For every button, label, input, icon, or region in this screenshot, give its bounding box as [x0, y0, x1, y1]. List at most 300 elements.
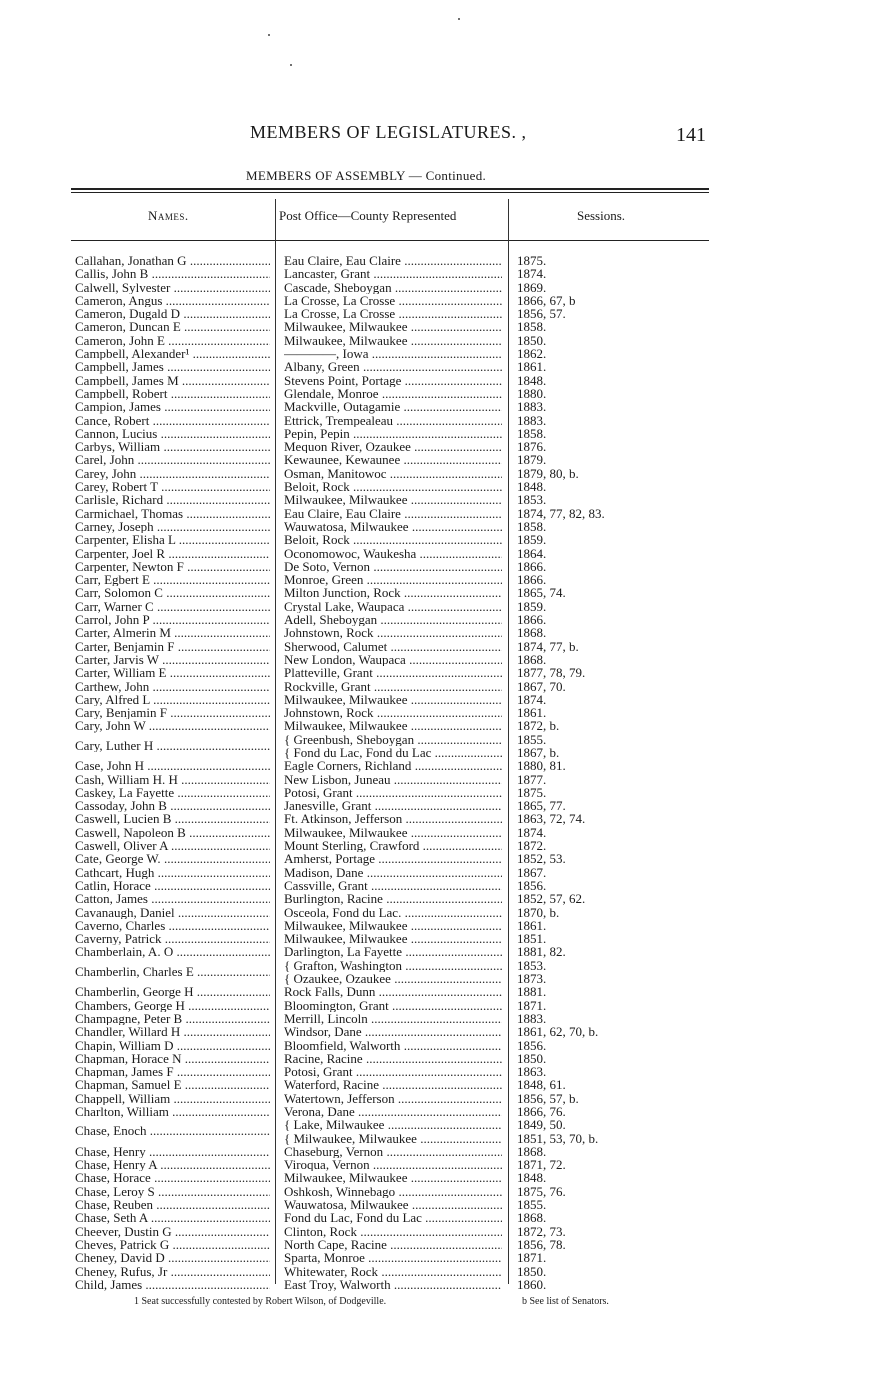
member-name: Chamberlin, Charles E .....	[75, 965, 270, 978]
session-years: 1866, 67, b	[517, 292, 576, 308]
member-name: Chase, Henry A .....	[75, 1158, 270, 1171]
member-sessions	[517, 294, 707, 307]
member-name: Chamberlin, George H .....	[75, 985, 270, 998]
table-row	[75, 400, 715, 413]
post-office-line: Clinton, Rock .....	[284, 1225, 502, 1238]
member-name: Cheney, David D .....	[75, 1251, 270, 1264]
member-post-office	[284, 374, 502, 387]
table-row	[75, 959, 715, 986]
post-office-line: Janesville, Grant .....	[284, 799, 502, 812]
member-name: Case, John H .....	[75, 759, 270, 772]
table-row	[75, 866, 715, 879]
table-row	[75, 852, 715, 865]
session-years: 1868.	[517, 651, 547, 667]
session-years: 1859.	[517, 598, 547, 614]
post-office-line: East Troy, Walworth .....	[284, 1278, 502, 1291]
member-sessions	[517, 1238, 707, 1251]
member-name: Carpenter, Joel R .....	[75, 547, 270, 560]
member-sessions	[517, 507, 707, 520]
member-sessions	[517, 1118, 707, 1145]
table-row	[75, 387, 715, 400]
footnote-contested-seat: 1 Seat successfully contested by Robert Wilson, of Dodgeville.	[134, 1296, 387, 1307]
table-row	[75, 1039, 715, 1052]
member-name: Cary, John W .....	[75, 719, 270, 732]
member-post-office	[284, 640, 502, 653]
member-post-office	[284, 706, 502, 719]
post-office-line: North Cape, Racine .....	[284, 1238, 502, 1251]
member-post-office	[284, 453, 502, 466]
table-row	[75, 693, 715, 706]
post-office-line: { Milwaukee, Milwaukee .....	[284, 1132, 502, 1145]
member-name: Cameron, Angus .....	[75, 294, 270, 307]
member-sessions	[517, 374, 707, 387]
member-sessions	[517, 653, 707, 666]
member-post-office	[284, 906, 502, 919]
member-name: Chase, Henry .....	[75, 1145, 270, 1158]
table-row	[75, 1012, 715, 1025]
member-post-office	[284, 653, 502, 666]
table-row	[75, 613, 715, 626]
post-office-line: Fond du Lac, Fond du Lac .....	[284, 1211, 502, 1224]
session-years: 1853.	[517, 957, 547, 973]
member-post-office	[284, 985, 502, 998]
post-office-line: Pepin, Pepin .....	[284, 427, 502, 440]
member-sessions	[517, 387, 707, 400]
member-name: Carlisle, Richard .....	[75, 493, 270, 506]
member-post-office	[284, 839, 502, 852]
session-years: 1851.	[517, 931, 547, 947]
session-years: 1866.	[517, 572, 547, 588]
paper-speck	[458, 18, 460, 20]
member-post-office	[284, 440, 502, 453]
session-years: 1871.	[517, 1250, 547, 1266]
member-name: Carr, Solomon C .....	[75, 586, 270, 599]
post-office-line: Milwaukee, Milwaukee .....	[284, 919, 502, 932]
session-years: 1871.	[517, 997, 547, 1013]
post-office-line: Adell, Sheboygan .....	[284, 613, 502, 626]
table-row	[75, 932, 715, 945]
session-years: 1856, 78.	[517, 1236, 566, 1252]
member-sessions	[517, 427, 707, 440]
member-post-office	[284, 281, 502, 294]
table-row	[75, 547, 715, 560]
post-office-line: Chaseburg, Vernon .....	[284, 1145, 502, 1158]
member-sessions	[517, 932, 707, 945]
table-row	[75, 320, 715, 333]
table-row	[75, 507, 715, 520]
member-post-office	[284, 1092, 502, 1105]
member-post-office	[284, 267, 502, 280]
page-number: 141	[676, 124, 706, 146]
member-post-office	[284, 719, 502, 732]
post-office-line: Beloit, Rock .....	[284, 480, 502, 493]
table-row	[75, 414, 715, 427]
paper-speck	[290, 64, 292, 66]
post-office-line: { Greenbush, Sheboygan .....	[284, 733, 502, 746]
member-post-office	[284, 680, 502, 693]
table-row	[75, 347, 715, 360]
session-years: 1868.	[517, 1143, 547, 1159]
session-years: 1850.	[517, 332, 547, 348]
member-sessions	[517, 1012, 707, 1025]
session-years: 1874, 77, b.	[517, 638, 579, 654]
table-row	[75, 626, 715, 639]
table-row	[75, 281, 715, 294]
member-post-office	[284, 1145, 502, 1158]
session-years: 1848.	[517, 372, 547, 388]
member-sessions	[517, 1039, 707, 1052]
member-sessions	[517, 719, 707, 732]
member-name: Cary, Benjamin F .....	[75, 706, 270, 719]
member-name: Chase, Horace .....	[75, 1171, 270, 1184]
member-sessions	[517, 1158, 707, 1171]
table-row	[75, 945, 715, 958]
member-post-office	[284, 1065, 502, 1078]
post-office-line: Racine, Racine .....	[284, 1052, 502, 1065]
member-name: Chase, Seth A .....	[75, 1211, 270, 1224]
page-subtitle: MEMBERS OF ASSEMBLY — Continued.	[246, 168, 487, 183]
session-years: 1880.	[517, 385, 547, 401]
post-office-line: Oconomowoc, Waukesha .....	[284, 547, 502, 560]
member-sessions	[517, 640, 707, 653]
member-name: Cameron, John E .....	[75, 334, 270, 347]
member-sessions	[517, 360, 707, 373]
table-row	[75, 493, 715, 506]
member-sessions	[517, 959, 707, 986]
table-row	[75, 759, 715, 772]
table-row	[75, 826, 715, 839]
session-years: 1879.	[517, 452, 547, 468]
post-office-line: Platteville, Grant .....	[284, 666, 502, 679]
member-post-office	[284, 307, 502, 320]
session-years: 1881.	[517, 984, 547, 1000]
session-years: 1849, 50.	[517, 1117, 566, 1133]
member-post-office	[284, 1105, 502, 1118]
session-years: 1868.	[517, 1210, 547, 1226]
post-office-line: Windsor, Dane .....	[284, 1025, 502, 1038]
post-office-line: De Soto, Vernon .....	[284, 560, 502, 573]
member-name: Carter, William E .....	[75, 666, 270, 679]
member-name: Cathcart, Hugh .....	[75, 866, 270, 879]
session-years: 1863, 72, 74.	[517, 811, 586, 827]
session-years: 1875.	[517, 253, 547, 268]
post-office-line: Osman, Manitowoc .....	[284, 467, 502, 480]
member-sessions	[517, 626, 707, 639]
post-office-line: Bloomfield, Walworth .....	[284, 1039, 502, 1052]
member-name: Carter, Benjamin F .....	[75, 640, 270, 653]
post-office-line: La Crosse, La Crosse .....	[284, 294, 502, 307]
post-office-line: Potosi, Grant .....	[284, 1065, 502, 1078]
member-post-office	[284, 254, 502, 267]
post-office-line: Milwaukee, Milwaukee .....	[284, 493, 502, 506]
table-row	[75, 812, 715, 825]
member-post-office	[284, 507, 502, 520]
table-row	[75, 1238, 715, 1251]
member-sessions	[517, 1225, 707, 1238]
member-sessions	[517, 613, 707, 626]
table-row	[75, 892, 715, 905]
session-years: 1876.	[517, 439, 547, 455]
table-row	[75, 786, 715, 799]
post-office-line: Verona, Dane .....	[284, 1105, 502, 1118]
member-post-office	[284, 1171, 502, 1184]
table-row	[75, 267, 715, 280]
member-name: Champagne, Peter B .....	[75, 1012, 270, 1025]
session-years: 1851, 53, 70, b.	[517, 1130, 599, 1146]
member-name: Chase, Reuben .....	[75, 1198, 270, 1211]
post-office-line: Cascade, Sheboygan .....	[284, 281, 502, 294]
member-sessions	[517, 347, 707, 360]
member-post-office	[284, 666, 502, 679]
member-post-office	[284, 334, 502, 347]
session-years: 1867, b.	[517, 744, 560, 760]
session-years: 1880, 81.	[517, 758, 566, 774]
member-name: Caverno, Charles .....	[75, 919, 270, 932]
session-years: 1866.	[517, 612, 547, 628]
double-rule-top	[71, 188, 709, 190]
post-office-line: Whitewater, Rock .....	[284, 1265, 502, 1278]
member-post-office	[284, 400, 502, 413]
table-row	[75, 440, 715, 453]
post-office-line: Albany, Green .....	[284, 360, 502, 373]
post-office-line: Milwaukee, Milwaukee .....	[284, 932, 502, 945]
table-row	[75, 480, 715, 493]
session-years: 1855.	[517, 1197, 547, 1213]
session-years: 1868.	[517, 625, 547, 641]
post-office-line: La Crosse, La Crosse .....	[284, 307, 502, 320]
member-sessions	[517, 866, 707, 879]
post-office-line: Merrill, Lincoln .....	[284, 1012, 502, 1025]
post-office-line: Cassville, Grant .....	[284, 879, 502, 892]
table-row	[75, 254, 715, 267]
table-row	[75, 1185, 715, 1198]
member-post-office	[284, 320, 502, 333]
member-sessions	[517, 1078, 707, 1091]
member-sessions	[517, 400, 707, 413]
column-header-post-office: Post Office—County Represented	[279, 208, 457, 223]
member-name: Chase, Enoch .....	[75, 1124, 270, 1137]
member-sessions	[517, 786, 707, 799]
session-years: 1860.	[517, 1276, 547, 1292]
member-post-office	[284, 1012, 502, 1025]
member-sessions	[517, 999, 707, 1012]
post-office-line: Beloit, Rock .....	[284, 533, 502, 546]
double-rule-bottom	[71, 192, 709, 193]
table-row	[75, 733, 715, 760]
table-row	[75, 653, 715, 666]
session-years: 1867, 70.	[517, 678, 566, 694]
post-office-line: { Lake, Milwaukee .....	[284, 1118, 502, 1131]
member-name: Carpenter, Newton F .....	[75, 560, 270, 573]
member-post-office	[284, 414, 502, 427]
post-office-line: Watertown, Jefferson .....	[284, 1092, 502, 1105]
session-years: 1861.	[517, 917, 547, 933]
member-post-office	[284, 480, 502, 493]
column-header-sessions: Sessions.	[577, 208, 626, 223]
member-name: Carmichael, Thomas .....	[75, 507, 270, 520]
table-row	[75, 1065, 715, 1078]
table-row	[75, 1025, 715, 1038]
post-office-line: Ettrick, Trempealeau .....	[284, 414, 502, 427]
session-years: 1852, 53.	[517, 851, 566, 867]
session-years: 1858.	[517, 518, 547, 534]
member-name: Carter, Jarvis W .....	[75, 653, 270, 666]
member-name: Cary, Luther H .....	[75, 739, 270, 752]
session-years: 1865, 77.	[517, 798, 566, 814]
member-post-office	[284, 573, 502, 586]
member-sessions	[517, 1052, 707, 1065]
session-years: 1879, 80, b.	[517, 465, 579, 481]
member-post-office	[284, 959, 502, 986]
table-row	[75, 1105, 715, 1118]
post-office-line: Darlington, La Fayette .....	[284, 945, 502, 958]
member-name: Carey, Robert T .....	[75, 480, 270, 493]
member-sessions	[517, 1105, 707, 1118]
member-sessions	[517, 1185, 707, 1198]
member-post-office	[284, 1225, 502, 1238]
table-row	[75, 985, 715, 998]
member-sessions	[517, 520, 707, 533]
member-post-office	[284, 892, 502, 905]
member-sessions	[517, 1211, 707, 1224]
member-name: Carpenter, Elisha L .....	[75, 533, 270, 546]
post-office-line: Milton Junction, Rock .....	[284, 586, 502, 599]
session-years: 1872, b.	[517, 718, 560, 734]
member-sessions	[517, 453, 707, 466]
table-row	[75, 427, 715, 440]
post-office-line: Lancaster, Grant .....	[284, 267, 502, 280]
member-post-office	[284, 693, 502, 706]
table-row	[75, 1251, 715, 1264]
session-years: 1874.	[517, 266, 547, 282]
member-name: Catlin, Horace .....	[75, 879, 270, 892]
member-sessions	[517, 852, 707, 865]
session-years: 1877, 78, 79.	[517, 665, 586, 681]
post-office-line: Burlington, Racine .....	[284, 892, 502, 905]
session-years: 1873.	[517, 971, 547, 987]
member-name: Chandler, Willard H .....	[75, 1025, 270, 1038]
member-name: Carney, Joseph .....	[75, 520, 270, 533]
post-office-line: Milwaukee, Milwaukee .....	[284, 719, 502, 732]
member-post-office	[284, 1025, 502, 1038]
session-years: 1858.	[517, 319, 547, 335]
session-years: 1861.	[517, 705, 547, 721]
member-name: Catton, James .....	[75, 892, 270, 905]
table-row	[75, 1198, 715, 1211]
member-post-office	[284, 360, 502, 373]
member-post-office	[284, 1265, 502, 1278]
table-row	[75, 307, 715, 320]
table-row	[75, 1092, 715, 1105]
member-name: Callis, John B .....	[75, 267, 270, 280]
member-sessions	[517, 839, 707, 852]
member-name: Carr, Warner C .....	[75, 600, 270, 613]
member-sessions	[517, 680, 707, 693]
post-office-line: Kewaunee, Kewaunee .....	[284, 453, 502, 466]
session-years: 1863.	[517, 1064, 547, 1080]
table-row	[75, 1278, 715, 1291]
table-row	[75, 719, 715, 732]
session-years: 1848.	[517, 1170, 547, 1186]
member-name: Caswell, Napoleon B .....	[75, 826, 270, 839]
session-years: 1872.	[517, 838, 547, 854]
member-post-office	[284, 613, 502, 626]
session-years: 1859.	[517, 532, 547, 548]
table-row	[75, 334, 715, 347]
member-name: Callahan, Jonathan G .....	[75, 254, 270, 267]
member-sessions	[517, 1065, 707, 1078]
member-name: Calwell, Sylvester .....	[75, 281, 270, 294]
member-name: Carey, John .....	[75, 467, 270, 480]
member-post-office	[284, 533, 502, 546]
post-office-line: Eau Claire, Eau Claire .....	[284, 507, 502, 520]
member-sessions	[517, 533, 707, 546]
post-office-line: Madison, Dane .....	[284, 866, 502, 879]
table-row	[75, 294, 715, 307]
session-years: 1856, 57, b.	[517, 1090, 579, 1106]
member-post-office	[284, 626, 502, 639]
member-sessions	[517, 1278, 707, 1291]
table-row	[75, 666, 715, 679]
member-name: Campbell, Alexander¹ .....	[75, 347, 270, 360]
member-sessions	[517, 1171, 707, 1184]
post-office-line: New Lisbon, Juneau .....	[284, 773, 502, 786]
post-office-line: Rockville, Grant .....	[284, 680, 502, 693]
session-years: 1853.	[517, 492, 547, 508]
member-name: Caverny, Patrick .....	[75, 932, 270, 945]
member-post-office	[284, 852, 502, 865]
member-sessions	[517, 547, 707, 560]
member-sessions	[517, 919, 707, 932]
session-years: 1856, 57.	[517, 306, 566, 322]
member-post-office	[284, 1278, 502, 1291]
post-office-line: Milwaukee, Milwaukee .....	[284, 1171, 502, 1184]
table-row	[75, 1118, 715, 1145]
member-name: Chambers, George H .....	[75, 999, 270, 1012]
member-sessions	[517, 467, 707, 480]
member-post-office	[284, 1185, 502, 1198]
member-post-office	[284, 1198, 502, 1211]
post-office-line: Stevens Point, Portage .....	[284, 374, 502, 387]
table-row	[75, 560, 715, 573]
member-sessions	[517, 320, 707, 333]
member-sessions	[517, 334, 707, 347]
post-office-line: Potosi, Grant .....	[284, 786, 502, 799]
session-years: 1855.	[517, 731, 547, 747]
post-office-line: ————, Iowa .....	[284, 347, 502, 360]
member-name: Carthew, John .....	[75, 680, 270, 693]
member-post-office	[284, 294, 502, 307]
member-post-office	[284, 1039, 502, 1052]
table-row	[75, 640, 715, 653]
session-years: 1883.	[517, 1010, 547, 1026]
post-office-line: Oshkosh, Winnebago .....	[284, 1185, 502, 1198]
post-office-line: { Ozaukee, Ozaukee .....	[284, 972, 502, 985]
member-post-office	[284, 932, 502, 945]
member-sessions	[517, 1198, 707, 1211]
member-name: Carbys, William .....	[75, 440, 270, 453]
post-office-line: Milwaukee, Milwaukee .....	[284, 826, 502, 839]
post-office-line: Viroqua, Vernon .....	[284, 1158, 502, 1171]
post-office-line: Mount Sterling, Crawford .....	[284, 839, 502, 852]
member-sessions	[517, 1265, 707, 1278]
table-row	[75, 1145, 715, 1158]
member-name: Cavanaugh, Daniel .....	[75, 906, 270, 919]
session-years: 1865, 74.	[517, 585, 566, 601]
post-office-line: Milwaukee, Milwaukee .....	[284, 320, 502, 333]
member-name: Carter, Almerin M .....	[75, 626, 270, 639]
member-sessions	[517, 773, 707, 786]
